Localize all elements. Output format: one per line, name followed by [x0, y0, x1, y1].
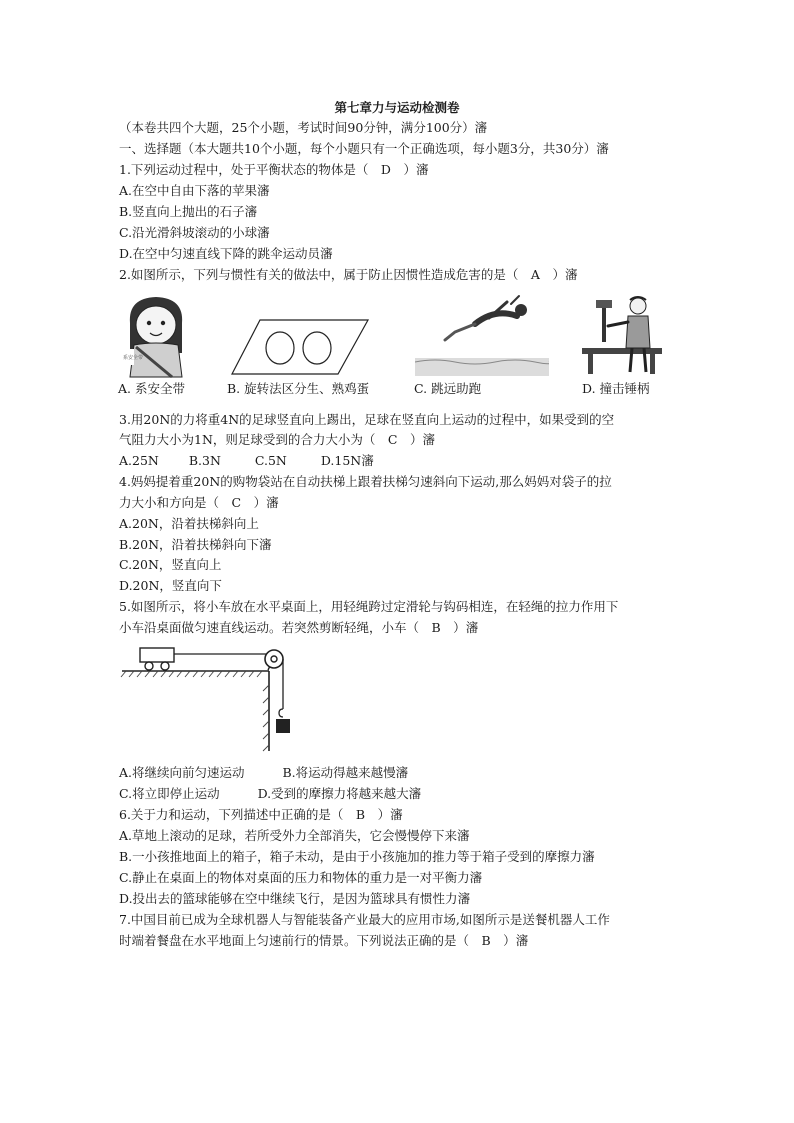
pulley-axle — [271, 656, 277, 662]
egg-cooked-shape — [303, 332, 331, 364]
weight-hook — [279, 709, 283, 717]
left-eye — [147, 321, 151, 325]
mark-glyph: 瀋 — [515, 933, 529, 948]
eggs-figure — [230, 318, 370, 376]
pulley-cart-figure — [120, 645, 292, 753]
q6-option-b-text: B.一小孩推地面上的箱子，箱子未动，是由于小孩施加的推力等于箱子受到的摩擦力 — [119, 849, 583, 864]
q6-option-b — [119, 849, 595, 865]
q5-options-row1 — [119, 765, 408, 781]
q6-stem — [119, 807, 403, 823]
q1-stem — [119, 162, 428, 178]
q1-option-d-text: D.在空中匀速直线下降的跳伞运动员 — [119, 246, 321, 261]
q7-stem-line2 — [119, 933, 528, 949]
mark-glyph: 瀋 — [395, 765, 409, 780]
q2-caption-b: B. 旋转法区分生、熟鸡蛋 — [227, 381, 370, 396]
cart-body — [140, 648, 174, 662]
mark-glyph: 瀋 — [415, 162, 429, 177]
mark-glyph: 瀋 — [257, 225, 270, 240]
q2-caption-c: C. 跳远助跑 — [414, 381, 482, 396]
q4-stem-line2 — [119, 495, 279, 511]
bench-top — [582, 348, 662, 354]
q5-option-a: A.将继续向前匀速运动 — [119, 765, 245, 780]
q1-stem-text: 1.下列运动过程中，处于平衡状态的物体是（ D ） — [119, 162, 416, 177]
mark-glyph: 瀋 — [474, 120, 488, 135]
q4-option-b — [119, 537, 272, 553]
jumper-hair — [511, 296, 519, 304]
q5-stem-line2 — [119, 620, 478, 636]
mark-glyph: 瀋 — [320, 246, 333, 261]
bench-leg-right — [650, 354, 655, 374]
mark-glyph: 瀋 — [564, 267, 578, 282]
q4-stem-line1: 4.妈妈提着重20N的购物袋站在自动扶梯上跟着扶梯匀速斜向下运动,那么妈妈对袋子的拉 — [119, 474, 612, 489]
mark-glyph: 瀋 — [457, 891, 471, 906]
q2-stem-text: 2.如图所示，下列与惯性有关的做法中，属于防止因惯性造成危害的是（ A ） — [119, 267, 565, 282]
hammer-handle-figure — [580, 292, 664, 378]
egg-raw-shape — [266, 332, 294, 364]
q3-option-b: B.3N — [188, 453, 221, 468]
mark-glyph: 瀋 — [596, 141, 609, 156]
exam-intro — [119, 120, 487, 136]
mark-glyph: 瀋 — [244, 204, 258, 219]
hammer-head — [596, 300, 612, 308]
mark-glyph: 瀋 — [408, 786, 422, 801]
exam-intro-text: （本卷共四个大题，25个小题，考试时间90分钟，满分100分） — [119, 120, 475, 135]
q6-option-d — [119, 891, 470, 907]
cart-wheel-left — [145, 662, 153, 670]
q6-option-c — [119, 870, 482, 886]
q3-stem-line1: 3.用20N的力将重4N的足球竖直向上踢出，足球在竖直向上运动的过程中，如果受到的空 — [119, 412, 615, 427]
q1-option-a-text: A.在空中自由下落的苹果 — [119, 183, 258, 198]
seatbelt-girl-figure — [120, 293, 192, 378]
plate-outline — [232, 320, 368, 374]
q1-option-b — [119, 204, 257, 220]
q1-option-c — [119, 225, 270, 241]
q4-stem-line2-text: 力大小和方向是（ C ） — [119, 495, 267, 510]
mark-glyph: 瀋 — [266, 495, 279, 510]
q4-option-d: D.20N，竖直向下 — [119, 578, 222, 593]
q5-options-row2 — [119, 786, 421, 802]
bench-leg-left — [588, 354, 593, 374]
q6-stem-text: 6.关于力和运动，下列描述中正确的是（ B ） — [119, 807, 391, 822]
q4-option-b-text: B.20N，沿着扶梯斜向下 — [119, 537, 260, 552]
q6-option-d-text: D.投出去的篮球能够在空中继续飞行，是因为篮球具有惯性力 — [119, 891, 458, 906]
mark-glyph: 瀋 — [390, 807, 403, 822]
mark-glyph: 瀋 — [361, 453, 374, 468]
man-body — [626, 316, 650, 348]
mark-glyph: 瀋 — [582, 849, 595, 864]
q1-option-a — [119, 183, 270, 199]
q4-option-a: A.20N，沿着扶梯斜向上 — [119, 516, 259, 531]
q5-stem-line1: 5.如图所示，将小车放在水平桌面上，用轻绳跨过定滑轮与钩码相连，在轻绳的拉力作用下 — [119, 599, 619, 614]
mark-glyph: 瀋 — [422, 432, 435, 447]
q3-option-d: D.15N — [320, 453, 362, 468]
q2-caption-d: D. 撞击锤柄 — [582, 381, 650, 396]
cart-wheel-right — [161, 662, 169, 670]
q5-stem-line2-text: 小车沿桌面做匀速直线运动。若突然剪断轻绳，小车（ B ） — [119, 620, 466, 635]
man-head — [630, 298, 646, 314]
q5-option-c: C.将立即停止运动 — [119, 786, 220, 801]
man-arm — [608, 322, 628, 326]
page-title: 第七章力与运动检测卷 — [334, 100, 460, 115]
mark-glyph: 瀋 — [469, 870, 483, 885]
q5-option-b: B.将运动得越来越慢 — [282, 765, 396, 780]
hammer-handle — [602, 306, 606, 342]
q1-option-d — [119, 246, 333, 262]
q3-stem-line2 — [119, 432, 435, 448]
q3-stem-line2-text: 气阻力大小为1N，则足球受到的合力大小为（ C ） — [119, 432, 423, 447]
section-heading — [119, 141, 609, 157]
jumper-head — [515, 304, 527, 316]
q6-option-a — [119, 828, 470, 844]
mark-glyph: 瀋 — [465, 620, 479, 635]
right-eye — [161, 321, 165, 325]
hanging-weight — [276, 719, 290, 733]
q7-stem-line1: 7.中国目前已成为全球机器人与智能装备产业最大的应用市场,如图所示是送餐机器人工作 — [119, 912, 610, 927]
q2-caption-a: A. 系安全带 — [118, 381, 185, 396]
mark-glyph: 瀋 — [257, 183, 270, 198]
q7-stem-line2-text: 时端着餐盘在水平地面上匀速前行的情景。下列说法正确的是（ B ） — [119, 933, 516, 948]
long-jump-figure — [415, 294, 549, 376]
q6-option-c-text: C.静止在桌面上的物体对桌面的压力和物体的重力是一对平衡力 — [119, 870, 470, 885]
mark-glyph: 瀋 — [457, 828, 470, 843]
q3-option-a: A.25N — [119, 453, 159, 468]
mark-glyph: 瀋 — [259, 537, 272, 552]
q1-option-b-text: B.竖直向上抛出的石子 — [119, 204, 245, 219]
q5-option-d: D.受到的摩擦力将越来越大 — [257, 786, 409, 801]
q1-option-c-text: C.沿光滑斜坡滚动的小球 — [119, 225, 258, 240]
section-heading-text: 一、选择题（本大题共10个小题，每个小题只有一个正确选项，每小题3分，共30分） — [119, 141, 597, 156]
q3-option-c: C.5N — [254, 453, 287, 468]
q2-stem — [119, 267, 577, 283]
q3-options — [119, 453, 374, 469]
belt-label-text: 系安全带 — [123, 355, 144, 361]
jumper-body — [475, 313, 517, 324]
face-shape — [136, 306, 176, 344]
table-hatching — [121, 671, 269, 751]
q4-option-c: C.20N，竖直向上 — [119, 557, 222, 572]
jumper-legs — [445, 324, 475, 340]
q6-option-a-text: A.草地上滚动的足球，若所受外力全部消失，它会慢慢停下来 — [119, 828, 458, 843]
